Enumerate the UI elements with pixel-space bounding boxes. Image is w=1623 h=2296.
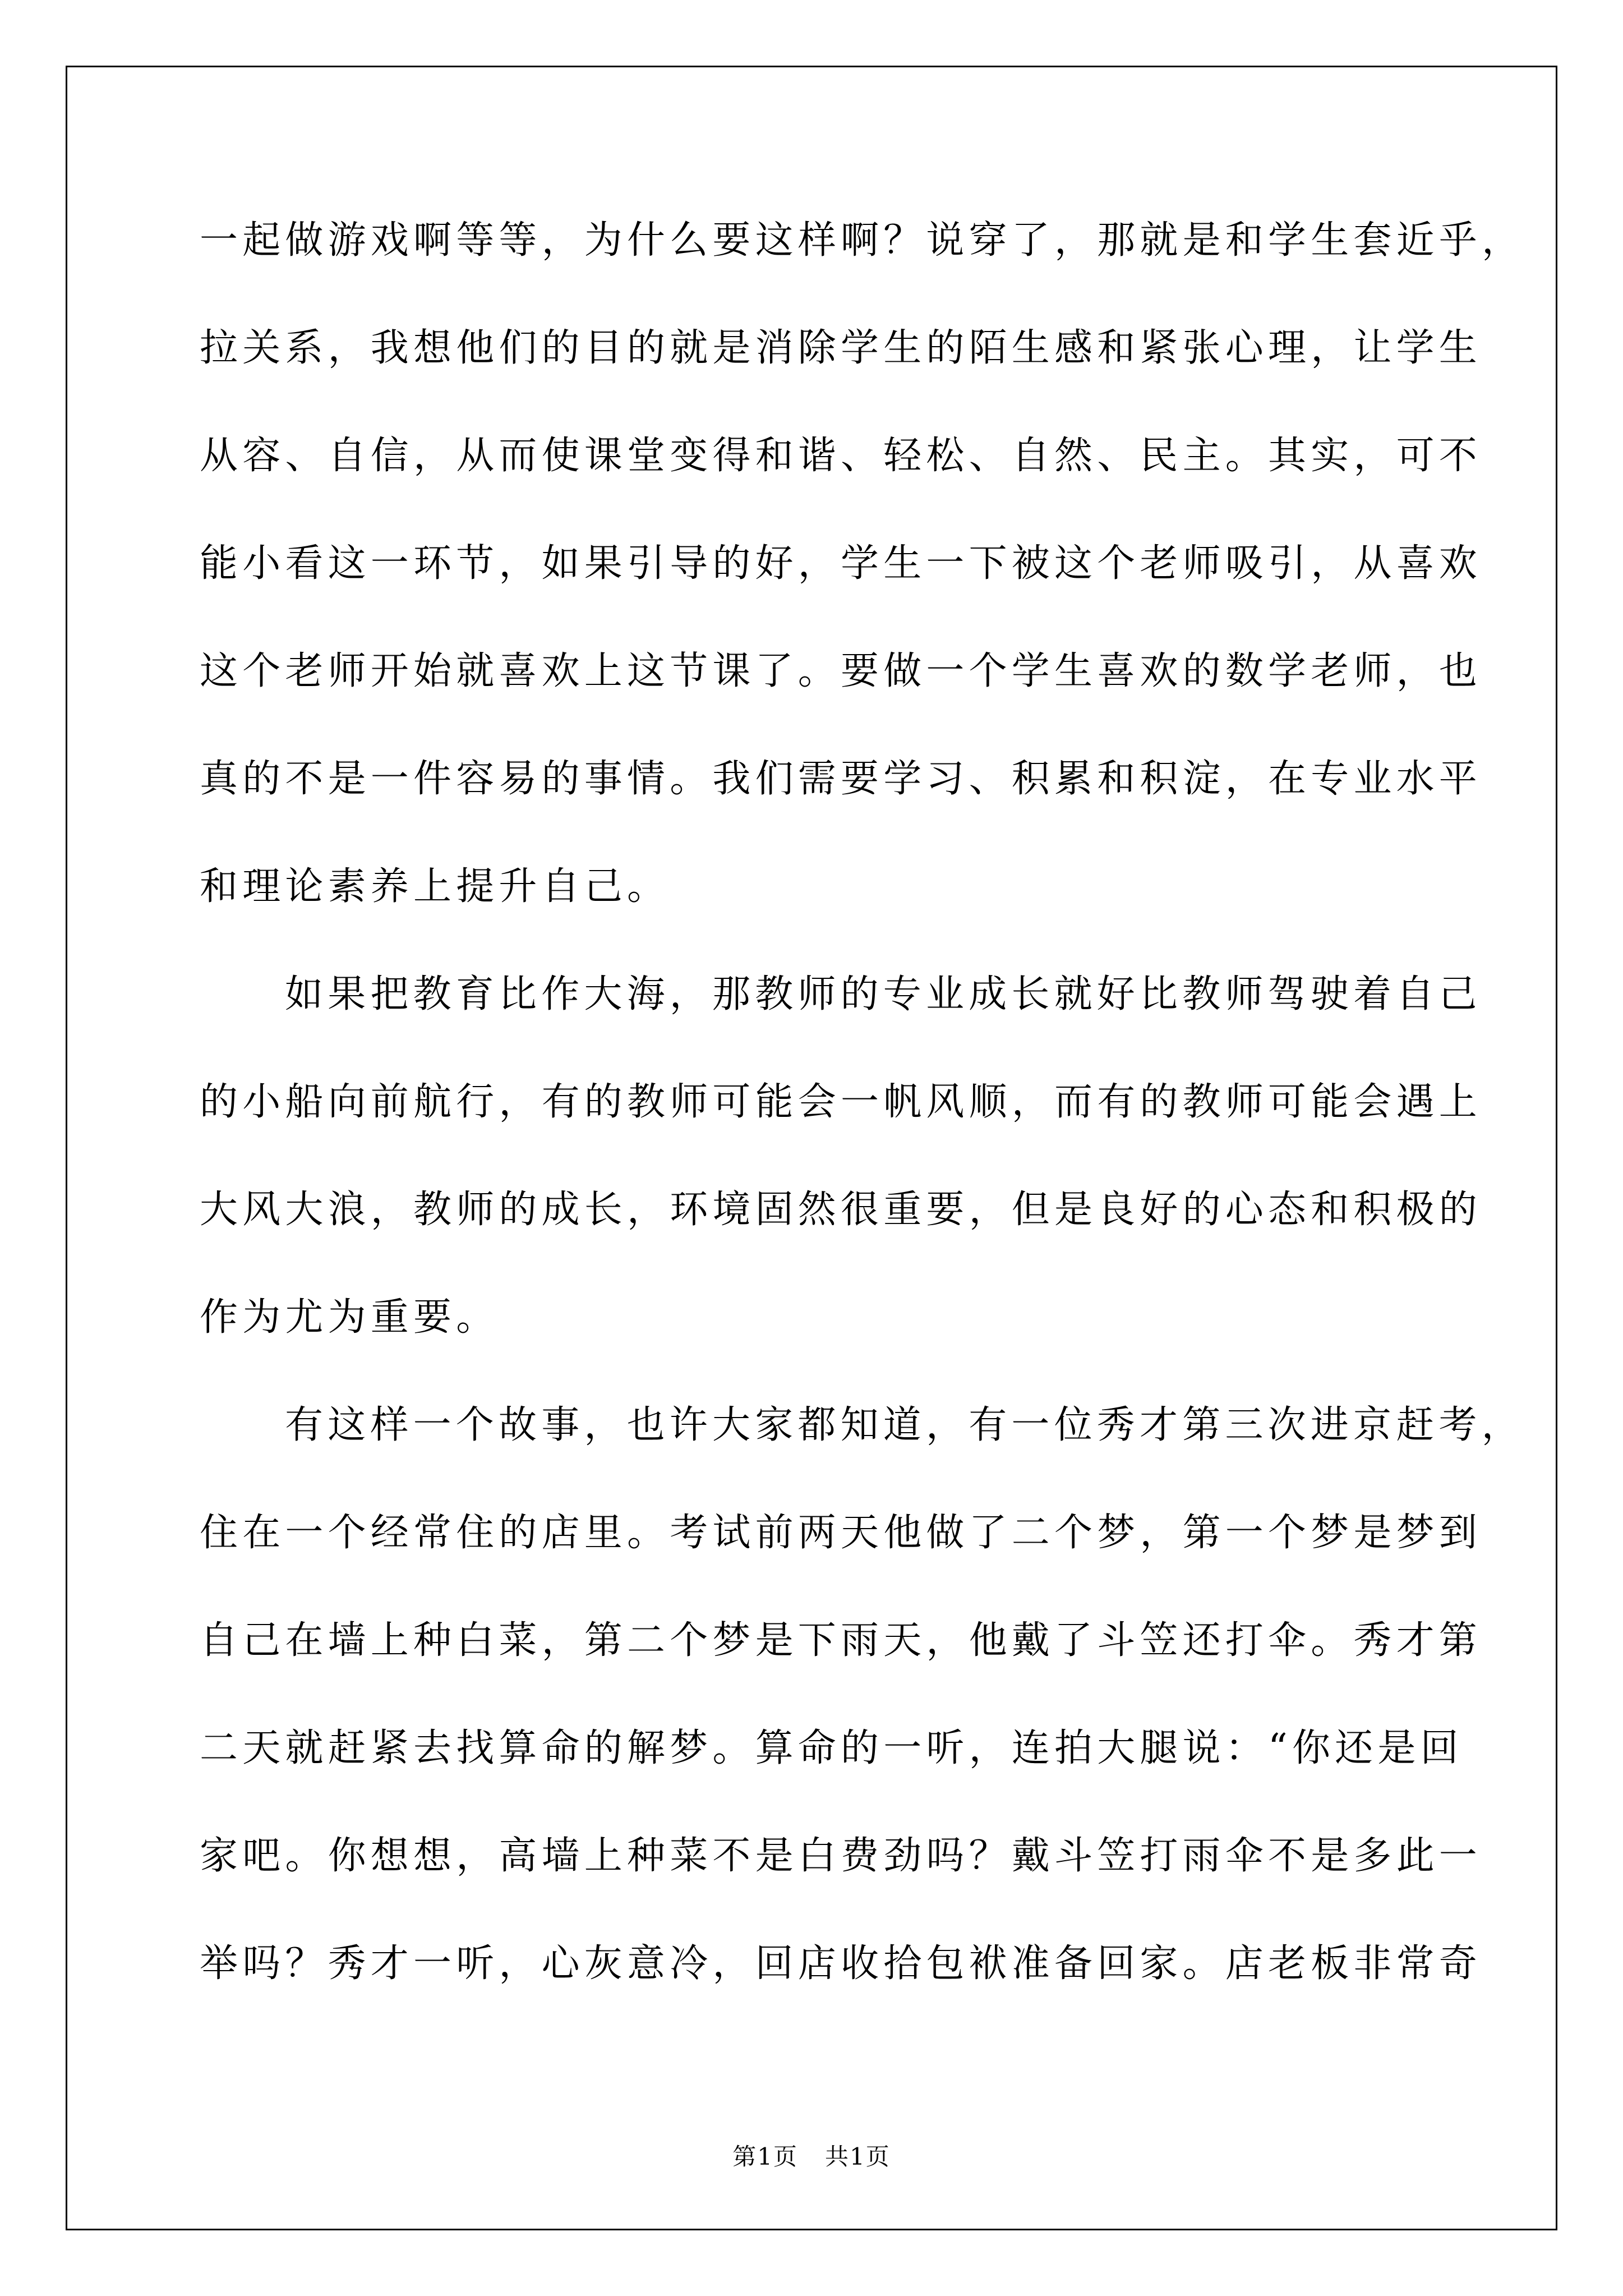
page-footer (0, 2138, 1623, 2172)
page-number-current: 第1页 (732, 2143, 798, 2170)
text-line: 真的不是一件容易的事情。我们需要学习、积累和积淀，在专业水平 (200, 757, 1482, 801)
text-line: 拉关系，我想他们的目的就是消除学生的陌生感和紧张心理，让学生 (200, 326, 1482, 370)
text-line: 家吧。你想想，高墙上种菜不是白费劲吗？戴斗笠打雨伞不是多此一 (200, 1834, 1482, 1878)
text-line: 从容、自信，从而使课堂变得和谐、轻松、自然、民主。其实，可不 (200, 434, 1482, 478)
text-line: 能小看这一环节，如果引导的好，学生一下被这个老师吸引，从喜欢 (200, 541, 1482, 586)
text-line: 二天就赶紧去找算命的解梦。算命的一听，连拍大腿说：“你还是回 (200, 1726, 1463, 1770)
text-line: 自己在墙上种白菜，第二个梦是下雨天，他戴了斗笠还打伞。秀才第 (200, 1618, 1482, 1663)
text-line: 一起做游戏啊等等，为什么要这样啊？说穿了，那就是和学生套近乎， (200, 218, 1525, 263)
text-line: 大风大浪，教师的成长，环境固然很重要，但是良好的心态和积极的 (200, 1188, 1482, 1232)
text-line: 这个老师开始就喜欢上这节课了。要做一个学生喜欢的数学老师，也 (200, 649, 1482, 693)
text-line: 住在一个经常住的店里。考试前两天他做了二个梦，第一个梦是梦到 (200, 1511, 1482, 1555)
text-line: 的小船向前航行，有的教师可能会一帆风顺，而有的教师可能会遇上 (200, 1080, 1482, 1124)
text-line: 作为尤为重要。 (200, 1295, 499, 1340)
text-line: 如果把教育比作大海，那教师的专业成长就好比教师驾驶着自己 (285, 972, 1482, 1016)
text-line: 有这样一个故事，也许大家都知道，有一位秀才第三次进京赶考， (285, 1403, 1524, 1447)
page-number-total: 共1页 (825, 2143, 891, 2170)
text-line: 举吗？秀才一听，心灰意冷，回店收拾包袱准备回家。店老板非常奇 (200, 1941, 1482, 1986)
document-body (200, 187, 1525, 2018)
text-line: 和理论素养上提升自己。 (200, 864, 670, 909)
